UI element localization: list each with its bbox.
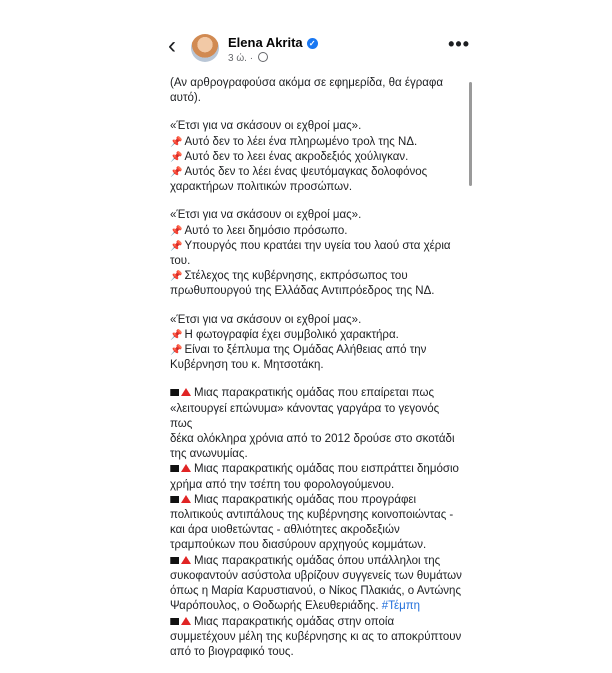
list-item: 📌 Είναι το ξέπλυμα της Ομάδας Αλήθειας από την	[170, 344, 427, 357]
chevron-left-icon[interactable]: ‹	[168, 32, 176, 59]
list-item: Μιας παρακρατικής ομάδας στην οποία	[170, 615, 462, 630]
post-header	[158, 30, 474, 70]
black-flag-icon	[170, 496, 179, 503]
text-line: δέκα ολόκληρα χρόνια από το 2012 δρούσε στο σκοτάδι	[170, 433, 455, 446]
post-time[interactable]: 3 ώ. ·	[228, 53, 256, 64]
more-horizontal-icon[interactable]: •••	[448, 34, 470, 54]
red-triangle-icon	[181, 464, 191, 472]
list-item: 📌 Αυτό το λεει δημόσιο πρόσωπο.	[170, 224, 348, 237]
post-text	[170, 76, 462, 673]
text-line: «λειτουργεί επώνυμα» κάνοντας γαργάρα το γεγονός πως	[170, 402, 440, 430]
text-line: πρωθυπουργού της Ελλάδας Αντιπρόεδρος της ΝΔ.	[170, 285, 435, 298]
pushpin-icon: 📌	[170, 167, 183, 179]
red-triangle-icon	[181, 556, 191, 564]
red-triangle-icon	[181, 495, 191, 503]
text-line: Κυβέρνηση του κ. Μητσοτάκη.	[170, 359, 324, 372]
list-item: 📌 Υπουργός που κρατάει την υγεία του λαού στα χέρια	[170, 239, 451, 252]
red-triangle-icon	[181, 388, 191, 396]
list-item: Μιας παρακρατικής ομάδας που επαίρεται πως	[170, 386, 462, 401]
paragraph-heading: «Έτσι για να σκάσουν οι εχθροί μας».	[170, 313, 362, 326]
list-item: 📌 Αυτό δεν το λεει ένας ακροδεξιός χούλιγκαν.	[170, 150, 409, 163]
author-name[interactable]	[228, 35, 318, 50]
text-line: συμμετέχουν μέλη της κυβέρνησης κι ας το αποκρύπτουν	[170, 630, 462, 643]
black-flag-icon	[170, 557, 179, 564]
black-flag-icon	[170, 465, 179, 472]
text-line: αυτό).	[170, 92, 201, 105]
text-line: τραμπούκων που διασύρουν αρχηγούς κομμάτων.	[170, 539, 427, 552]
post-meta	[228, 52, 268, 64]
pushpin-icon: 📌	[170, 329, 183, 341]
pushpin-icon: 📌	[170, 240, 183, 252]
text-line: χαρακτήρων πολιτικών προσώπων.	[170, 181, 353, 194]
avatar[interactable]	[191, 34, 219, 62]
verified-badge-icon: ✓	[307, 38, 318, 49]
text-line: από το βιογραφικό τους.	[170, 645, 294, 658]
post-view	[158, 0, 474, 658]
list-item: 📌 Αυτό δεν το λέει ένα πληρωμένο τρολ της ΝΔ.	[170, 135, 418, 148]
pushpin-icon: 📌	[170, 136, 183, 148]
text-line: του.	[170, 255, 191, 268]
black-flag-icon	[170, 389, 179, 396]
globe-icon	[258, 52, 268, 62]
scrollbar[interactable]	[469, 82, 472, 186]
hashtag-link[interactable]: #Τέμπη	[381, 600, 421, 613]
list-item: 📌 Στέλεχος της κυβέρνησης, εκπρόσωπος του	[170, 270, 408, 283]
list-item: Μιας παρακρατικής ομάδας που προγράφει	[170, 493, 462, 508]
paragraph-3	[170, 313, 462, 374]
pushpin-icon: 📌	[170, 271, 183, 283]
pushpin-icon: 📌	[170, 225, 183, 237]
paragraph-1	[170, 119, 462, 195]
list-item: Μιας παρακρατικής ομάδας όπου υπάλληλοι της	[170, 554, 462, 569]
paragraph-heading: «Έτσι για να σκάσουν οι εχθροί μας».	[170, 120, 362, 133]
author-name-text: Elena Akrita	[228, 35, 303, 50]
text-line: πολιτικούς αντιπάλους της κυβέρνησης κοινοποιώντας -	[170, 509, 454, 522]
pushpin-icon: 📌	[170, 345, 183, 357]
paragraph-heading: «Έτσι για να σκάσουν οι εχθροί μας».	[170, 209, 362, 222]
text-line: χρήμα από την τσέπη του φορολογούμενου.	[170, 478, 395, 491]
red-triangle-icon	[181, 617, 191, 625]
list-item: 📌 Η φωτογραφία έχει συμβολικό χαρακτήρα.	[170, 328, 399, 341]
text-line: Ψαρόπουλος, ο Θοδωρής Ελευθεριάδης. #Τέμπη	[170, 600, 421, 613]
intro-paragraph	[170, 76, 462, 106]
text-line: συκοφαντούν ασύστολα υβρίζουν συγγενείς των θυμάτων	[170, 569, 462, 582]
text-line: όπως η Μαρία Καρυστιανού, ο Νίκος Πλακιάς, ο Αντώνης	[170, 585, 461, 598]
paragraph-2	[170, 208, 462, 299]
text-line: (Αν αρθρογραφούσα ακόμα σε εφημερίδα, θα έγραφα	[170, 77, 444, 89]
text-line: της ανωνυμίας.	[170, 448, 248, 461]
list-item: 📌 Αυτός δεν το λέει ένας ψευτόμαγκας δολοφόνος	[170, 166, 428, 179]
pushpin-icon: 📌	[170, 151, 183, 163]
list-item: Μιας παρακρατικής ομάδας που εισπράττει δημόσιο	[170, 462, 462, 477]
text-line: και άρα υιοθετώντας - αθλιότητες ακροδεξιών	[170, 524, 400, 537]
black-flag-icon	[170, 618, 179, 625]
paragraph-4	[170, 386, 462, 660]
